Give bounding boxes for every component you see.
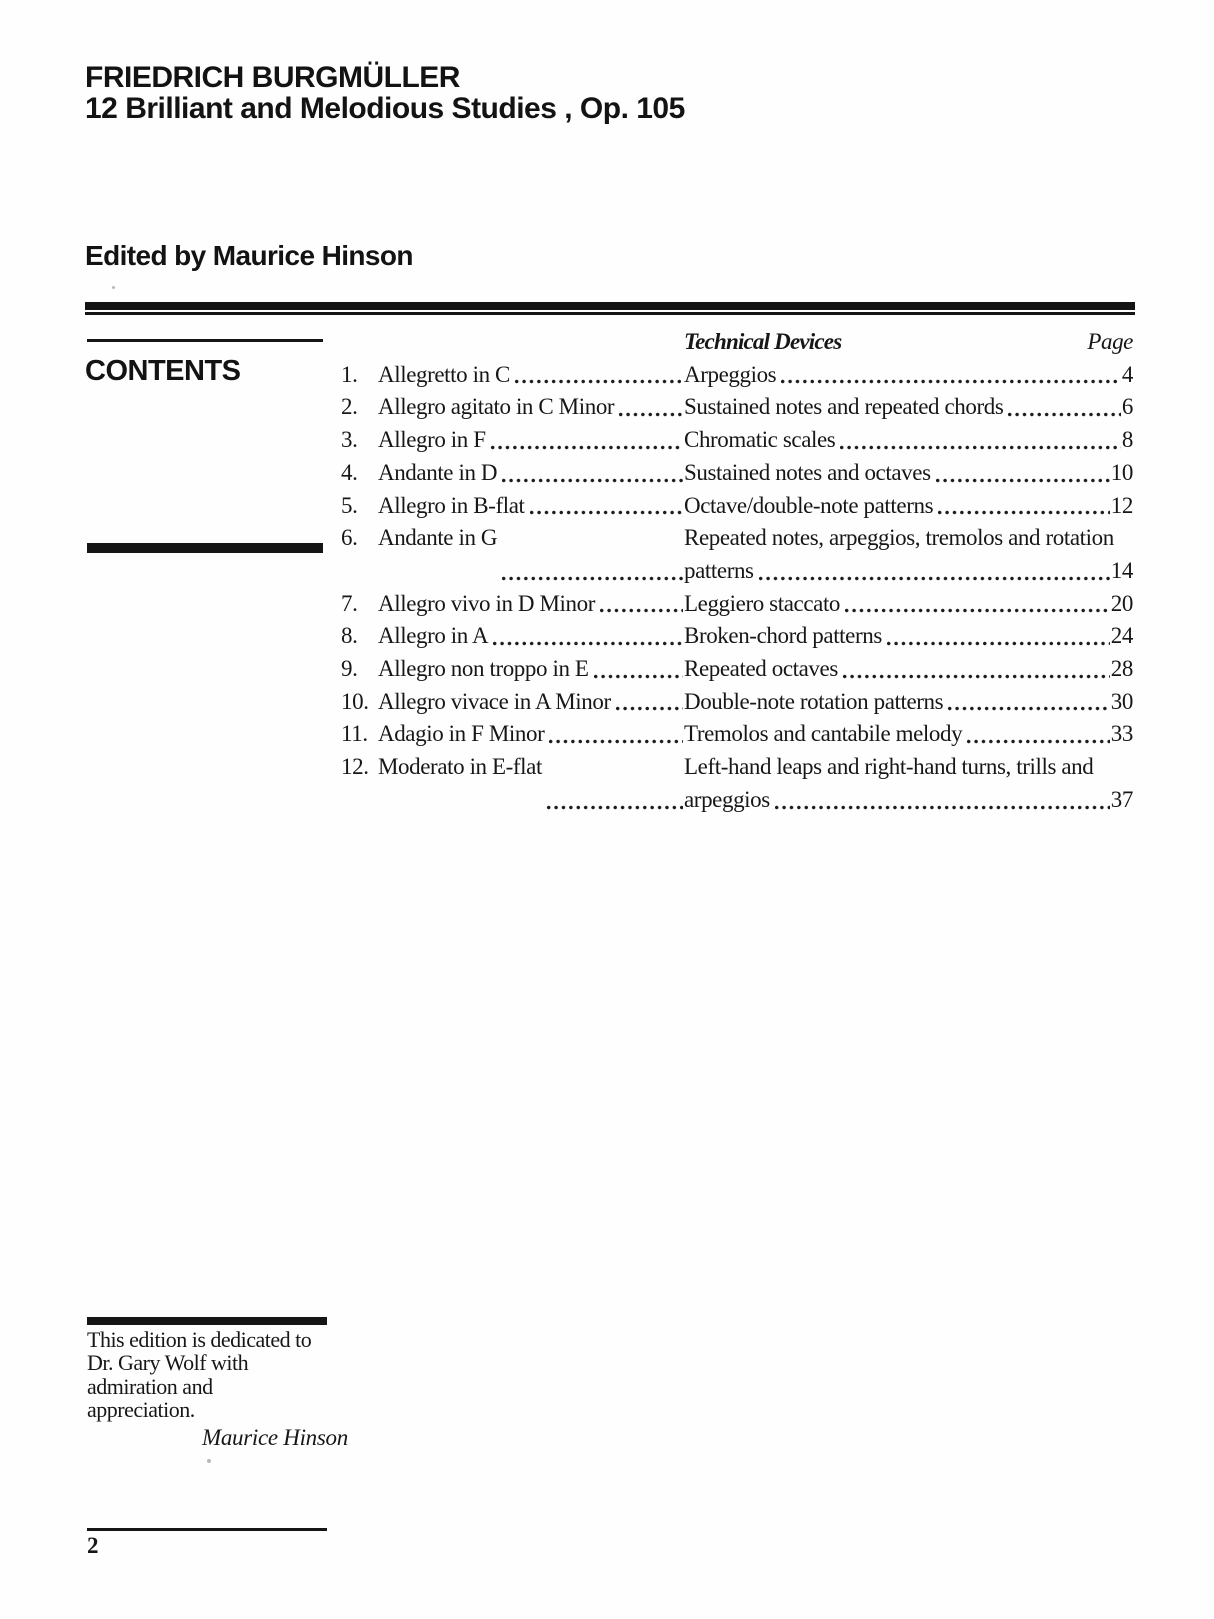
title-block <box>85 62 685 124</box>
toc-row-title: Allegro non troppo in E <box>378 656 589 682</box>
dot-leader <box>598 588 683 621</box>
toc-row-device: Broken-chord patterns <box>684 623 882 649</box>
dot-leader <box>491 620 683 653</box>
toc-row-number: 6. <box>341 525 358 551</box>
toc-row-number: 4. <box>341 459 358 485</box>
toc-row-device: Repeated octaves <box>684 656 838 682</box>
toc-row <box>341 522 1133 587</box>
dot-leader <box>1006 391 1120 424</box>
toc-row-device-wrap-word: patterns <box>684 557 754 583</box>
toc-row-number: 1. <box>341 361 358 387</box>
toc-row-device-cell <box>684 522 1133 587</box>
composer-name: FRIEDRICH BURGMÜLLER <box>85 61 460 94</box>
toc-row-page: 28 <box>1110 656 1133 682</box>
toc-row-title-cell <box>378 490 684 523</box>
dedication-text <box>87 1328 311 1421</box>
toc-row-device-line <box>684 686 1133 719</box>
toc-row-title-cell <box>378 718 684 751</box>
toc-row-device-cell <box>684 490 1133 523</box>
toc-row-device-cell <box>684 620 1133 653</box>
toc-row-title: Allegro vivace in A Minor <box>378 688 611 714</box>
toc-row-title: Allegro agitato in C Minor <box>378 394 615 420</box>
dedication-line: appreciation. <box>87 1396 195 1422</box>
toc-row-title: Andante in G <box>378 525 498 551</box>
dot-leader <box>965 718 1110 751</box>
toc-row-device: Repeated notes, arpeggios, tremolos and rotation <box>684 525 1114 551</box>
toc-row <box>341 424 1133 457</box>
toc-row-device: Arpeggios <box>684 361 777 387</box>
dot-leader <box>757 555 1110 588</box>
toc-row-device-cell <box>684 718 1133 751</box>
toc-row-page: 20 <box>1110 590 1133 616</box>
horizontal-rule-thick <box>85 302 1135 310</box>
contents-rule-top <box>87 339 323 342</box>
toc-row-device-continuation <box>684 784 1133 817</box>
toc-row-title: Allegro vivo in D Minor <box>378 590 595 616</box>
toc-row-number: 7. <box>341 590 358 616</box>
contents-heading: CONTENTS <box>85 355 241 387</box>
toc-row <box>341 620 1133 653</box>
toc-row <box>341 588 1133 621</box>
table-of-contents <box>341 326 1133 817</box>
dot-leader <box>500 457 683 490</box>
work-title: 12 Brilliant and Melodious Studies , Op. 105 <box>85 92 685 125</box>
dot-leader <box>936 490 1110 523</box>
dot-leader <box>528 490 684 523</box>
footer-rule <box>87 1528 327 1531</box>
toc-row-title-cell <box>378 751 684 816</box>
toc-row <box>341 490 1133 523</box>
toc-row-device-line <box>684 391 1133 424</box>
toc-row-device-line <box>684 588 1133 621</box>
toc-row-device: Sustained notes and octaves <box>684 459 931 485</box>
toc-row-title-cell <box>378 522 684 587</box>
toc-row-page: 6 <box>1121 394 1133 420</box>
scan-speck <box>112 286 115 289</box>
toc-row-page: 33 <box>1110 721 1133 747</box>
toc-row-number: 11. <box>341 721 368 747</box>
toc-row-title-cell <box>378 359 684 392</box>
toc-row-device: Leggiero staccato <box>684 590 841 616</box>
toc-row-title-cell <box>378 653 684 686</box>
toc-row-title-cell <box>378 424 684 457</box>
toc-row-device-line <box>684 359 1133 392</box>
toc-header-page: Page <box>1087 329 1133 354</box>
dedication-line: admiration and <box>87 1373 213 1399</box>
toc-row <box>341 457 1133 490</box>
dot-leader <box>617 391 683 424</box>
toc-row <box>341 751 1133 816</box>
dot-leader <box>592 653 683 686</box>
toc-row-device: Sustained notes and repeated chords <box>684 394 1004 420</box>
toc-row-title-cell <box>378 686 684 719</box>
dedication-line: This edition is dedicated to <box>87 1327 312 1352</box>
toc-row-device: Tremolos and cantabile melody <box>684 721 963 747</box>
toc-row-device: Left-hand leaps and right-hand turns, trills and <box>684 754 1094 780</box>
toc-row-device-cell <box>684 457 1133 490</box>
toc-row-device-cell <box>684 391 1133 424</box>
dot-leader <box>773 784 1110 817</box>
toc-row-number: 10. <box>341 688 369 714</box>
toc-row-device-cell <box>684 359 1133 392</box>
toc-row-number: 5. <box>341 492 358 518</box>
page-number: 2 <box>87 1533 99 1558</box>
toc-row-device-wrap-word: arpeggios <box>684 786 770 812</box>
toc-row-device-cell <box>684 686 1133 719</box>
dedication-line: Dr. Gary Wolf with <box>87 1350 249 1376</box>
toc-row <box>341 359 1133 392</box>
dot-leader <box>841 653 1110 686</box>
dot-leader <box>946 686 1110 719</box>
dedication-rule <box>87 1317 327 1325</box>
dedication-signature: Maurice Hinson <box>202 1425 348 1450</box>
toc-row-page: 4 <box>1121 361 1133 387</box>
toc-row-device-line <box>684 653 1133 686</box>
toc-row <box>341 391 1133 424</box>
toc-row <box>341 718 1133 751</box>
toc-row-page: 12 <box>1110 492 1133 518</box>
toc-row-title-cell <box>378 457 684 490</box>
dot-leader <box>843 588 1110 621</box>
dot-leader <box>500 522 683 587</box>
toc-row-title-cell <box>378 620 684 653</box>
toc-header-row <box>341 326 1133 359</box>
toc-row-number: 2. <box>341 394 358 420</box>
dot-leader <box>545 751 683 816</box>
toc-row-page: 24 <box>1110 623 1133 649</box>
toc-row-device-cell <box>684 751 1133 816</box>
dot-leader <box>614 686 683 719</box>
toc-row-device-cell <box>684 653 1133 686</box>
toc-row-device-continuation <box>684 555 1133 588</box>
toc-row-title: Moderato in E-flat <box>378 754 542 780</box>
toc-rows <box>341 359 1133 817</box>
dot-leader <box>489 424 683 457</box>
toc-row-device-cell <box>684 588 1133 621</box>
dot-leader <box>838 424 1121 457</box>
toc-row-number: 9. <box>341 656 358 682</box>
toc-row-title: Allegro in A <box>378 623 489 649</box>
toc-row-device: Octave/double-note patterns <box>684 492 934 518</box>
contents-rule-bottom <box>87 543 323 553</box>
toc-row-number: 8. <box>341 623 358 649</box>
dot-leader <box>547 718 683 751</box>
toc-row-title: Allegro in B-flat <box>378 492 525 518</box>
toc-row <box>341 653 1133 686</box>
toc-row-device-line <box>684 457 1133 490</box>
toc-header-technical-devices: Technical Devices <box>684 329 842 354</box>
toc-row-title: Allegretto in C <box>378 361 510 387</box>
toc-row-number: 12. <box>341 754 369 780</box>
toc-row-device: Chromatic scales <box>684 427 836 453</box>
dot-leader <box>513 359 683 392</box>
toc-row-device-line <box>684 620 1133 653</box>
toc-row-page: 14 <box>1110 557 1133 583</box>
toc-row-page: 10 <box>1110 459 1133 485</box>
dot-leader <box>779 359 1121 392</box>
toc-row-page: 30 <box>1110 688 1133 714</box>
toc-row-title-cell <box>378 391 684 424</box>
toc-row-title: Andante in D <box>378 459 498 485</box>
toc-row <box>341 686 1133 719</box>
toc-row-page: 37 <box>1110 786 1133 812</box>
toc-row-title-cell <box>378 588 684 621</box>
toc-row-page: 8 <box>1121 427 1133 453</box>
toc-row-title: Allegro in F <box>378 427 486 453</box>
toc-row-device-line <box>684 424 1133 457</box>
toc-row-number: 3. <box>341 427 358 453</box>
toc-row-device-line <box>684 490 1133 523</box>
toc-header-spacer <box>841 326 1087 359</box>
horizontal-rule-thin <box>85 312 1135 315</box>
toc-row-device: Double-note rotation patterns <box>684 688 944 714</box>
scan-speck <box>207 1459 211 1463</box>
editor-credit: Edited by Maurice Hinson <box>85 240 413 271</box>
dot-leader <box>934 457 1110 490</box>
toc-row-device-cell <box>684 424 1133 457</box>
toc-row-title: Adagio in F Minor <box>378 721 545 747</box>
toc-row-device-line <box>684 718 1133 751</box>
dot-leader <box>885 620 1110 653</box>
